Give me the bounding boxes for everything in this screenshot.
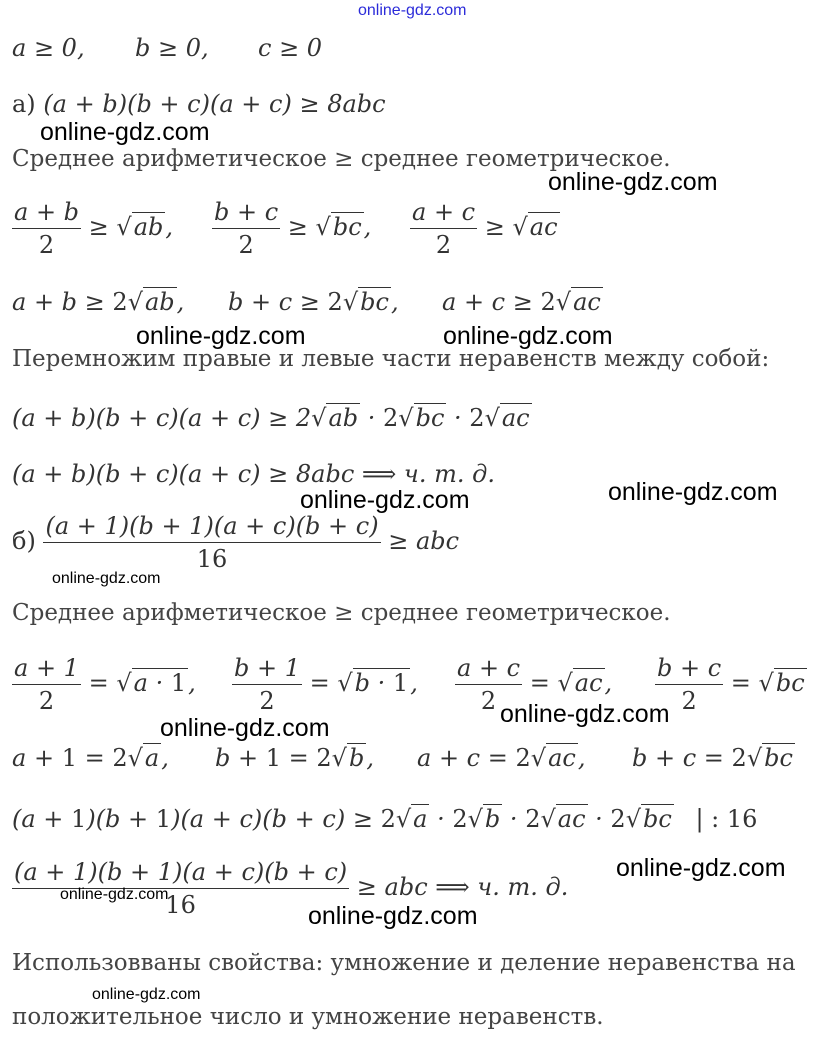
ineq-bc: b + c ≥ 2√bc, (228, 288, 399, 316)
watermark: online-gdz.com (500, 700, 670, 728)
product-line: (a + b)(b + c)(a + c) ≥ 2√ab · 2√bc · 2√ac (12, 404, 530, 432)
am-gm-text-a: Среднее арифметическое ≥ среднее геометрическое. (12, 146, 671, 172)
eq-bc: b + c = 2√bc (632, 744, 793, 772)
result-b: $\frac{(a + 1)(b + 1)(a + c)(b + c)}{16}$ ≥ abc ⟹ ч. т. д. (14, 858, 569, 919)
watermark: online-gdz.com (40, 118, 210, 146)
watermark: online-gdz.com (443, 322, 613, 350)
am-gm-ac-b: $\frac{a + c}{2}$ = √ac, (457, 654, 613, 715)
watermark: online-gdz.com (616, 854, 786, 882)
am-gm-a1: $\frac{a + 1}{2}$ = √a · 1, (14, 654, 196, 715)
multiply-text: Перемножим правые и левые части неравенств между собой: (12, 346, 770, 372)
eq-ac: a + c = 2√ac, (417, 744, 586, 772)
condition-c: c ≥ 0 (258, 34, 323, 62)
eq-a1: a + 1 = 2√a, (12, 744, 169, 772)
watermark: online-gdz.com (92, 986, 201, 1003)
ineq-ac: a + c ≥ 2√ac (442, 288, 601, 316)
part-a-label: а) (12, 90, 36, 118)
condition-a: a ≥ 0, (12, 34, 85, 62)
conclusion-line-2: положительное число и умножение неравенств. (12, 1004, 604, 1030)
am-gm-bc-b: $\frac{b + c}{2}$ = √bc (657, 654, 805, 715)
watermark-top: online-gdz.com (358, 2, 467, 19)
watermark: online-gdz.com (548, 168, 718, 196)
watermark: online-gdz.com (52, 570, 161, 587)
am-gm-text-b: Среднее арифметическое ≥ среднее геометрическое. (12, 600, 671, 626)
watermark: online-gdz.com (136, 322, 306, 350)
watermark: online-gdz.com (60, 886, 169, 903)
watermark: online-gdz.com (300, 486, 470, 514)
part-a-inequality: (a + b)(b + c)(a + c) ≥ 8abc (43, 90, 386, 118)
am-gm-ab: $\frac{a + b}{2}$ ≥ √ab, (14, 198, 174, 259)
part-b-label: б) (12, 527, 36, 555)
watermark: online-gdz.com (308, 902, 478, 930)
part-a-statement (12, 90, 386, 118)
conclusion-line-1: Использовваны свойства: умножение и деление неравенства на (12, 950, 796, 976)
part-b-statement: б) $\frac{(a + 1)(b + 1)(a + c)(b + c)}{16}$ ≥ abc (12, 512, 460, 573)
result-a: (a + b)(b + c)(a + c) ≥ 8abc ⟹ ч. т. д. (12, 460, 495, 488)
am-gm-b1: $\frac{b + 1}{2}$ = √b · 1, (234, 654, 418, 715)
watermark: online-gdz.com (608, 478, 778, 506)
product-line-b: (a + 1)(b + 1)(a + c)(b + c) ≥ 2√a · 2√b · 2√ac · 2√bc | : 16 (12, 805, 758, 833)
am-gm-ac: $\frac{a + c}{2}$ ≥ √ac (412, 198, 558, 259)
condition-b: b ≥ 0, (135, 34, 209, 62)
ineq-ab: a + b ≥ 2√ab, (12, 288, 185, 316)
eq-b1: b + 1 = 2√b, (215, 744, 374, 772)
am-gm-bc: $\frac{b + c}{2}$ ≥ √bc, (214, 198, 372, 259)
watermark: online-gdz.com (160, 714, 330, 742)
